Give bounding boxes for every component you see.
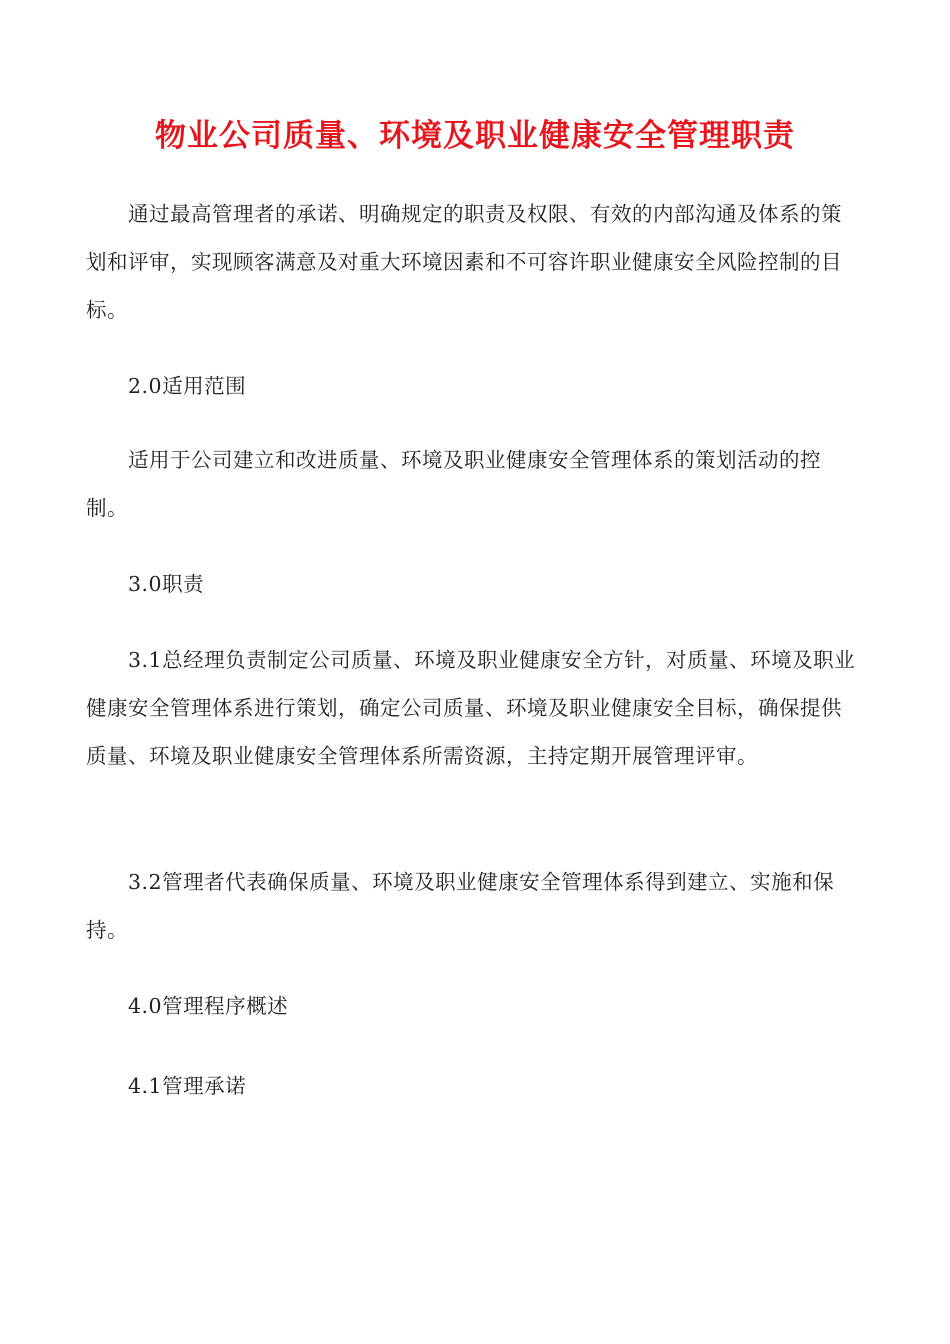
paragraph-scope: 适用于公司建立和改进质量、环境及职业健康安全管理体系的策划活动的控制。	[86, 448, 821, 520]
paragraph-purpose: 通过最高管理者的承诺、明确规定的职责及权限、有效的内部沟通及体系的策划和评审，实现顾客满意及对重大环境因素和不可容许职业健康安全风险控制的目标。	[86, 202, 842, 322]
heading-scope: 2.0适用范围	[128, 374, 247, 398]
paragraph-responsibility-3-2: 3.2管理者代表确保质量、环境及职业健康安全管理体系得到建立、实施和保持。	[86, 870, 835, 942]
heading-procedure-overview: 4.0管理程序概述	[128, 994, 289, 1018]
heading-management-commitment: 4.1管理承诺	[128, 1074, 247, 1098]
document-title: 物业公司质量、环境及职业健康安全管理职责	[155, 118, 795, 154]
paragraph-responsibility-3-1: 3.1总经理负责制定公司质量、环境及职业健康安全方针，对质量、环境及职业健康安全管理体系进行策划，确定公司质量、环境及职业健康安全目标，确保提供质量、环境及职业健康安全管理体系所需资源，主持定期开展管理评审。	[86, 648, 856, 768]
heading-responsibilities: 3.0职责	[128, 572, 205, 596]
